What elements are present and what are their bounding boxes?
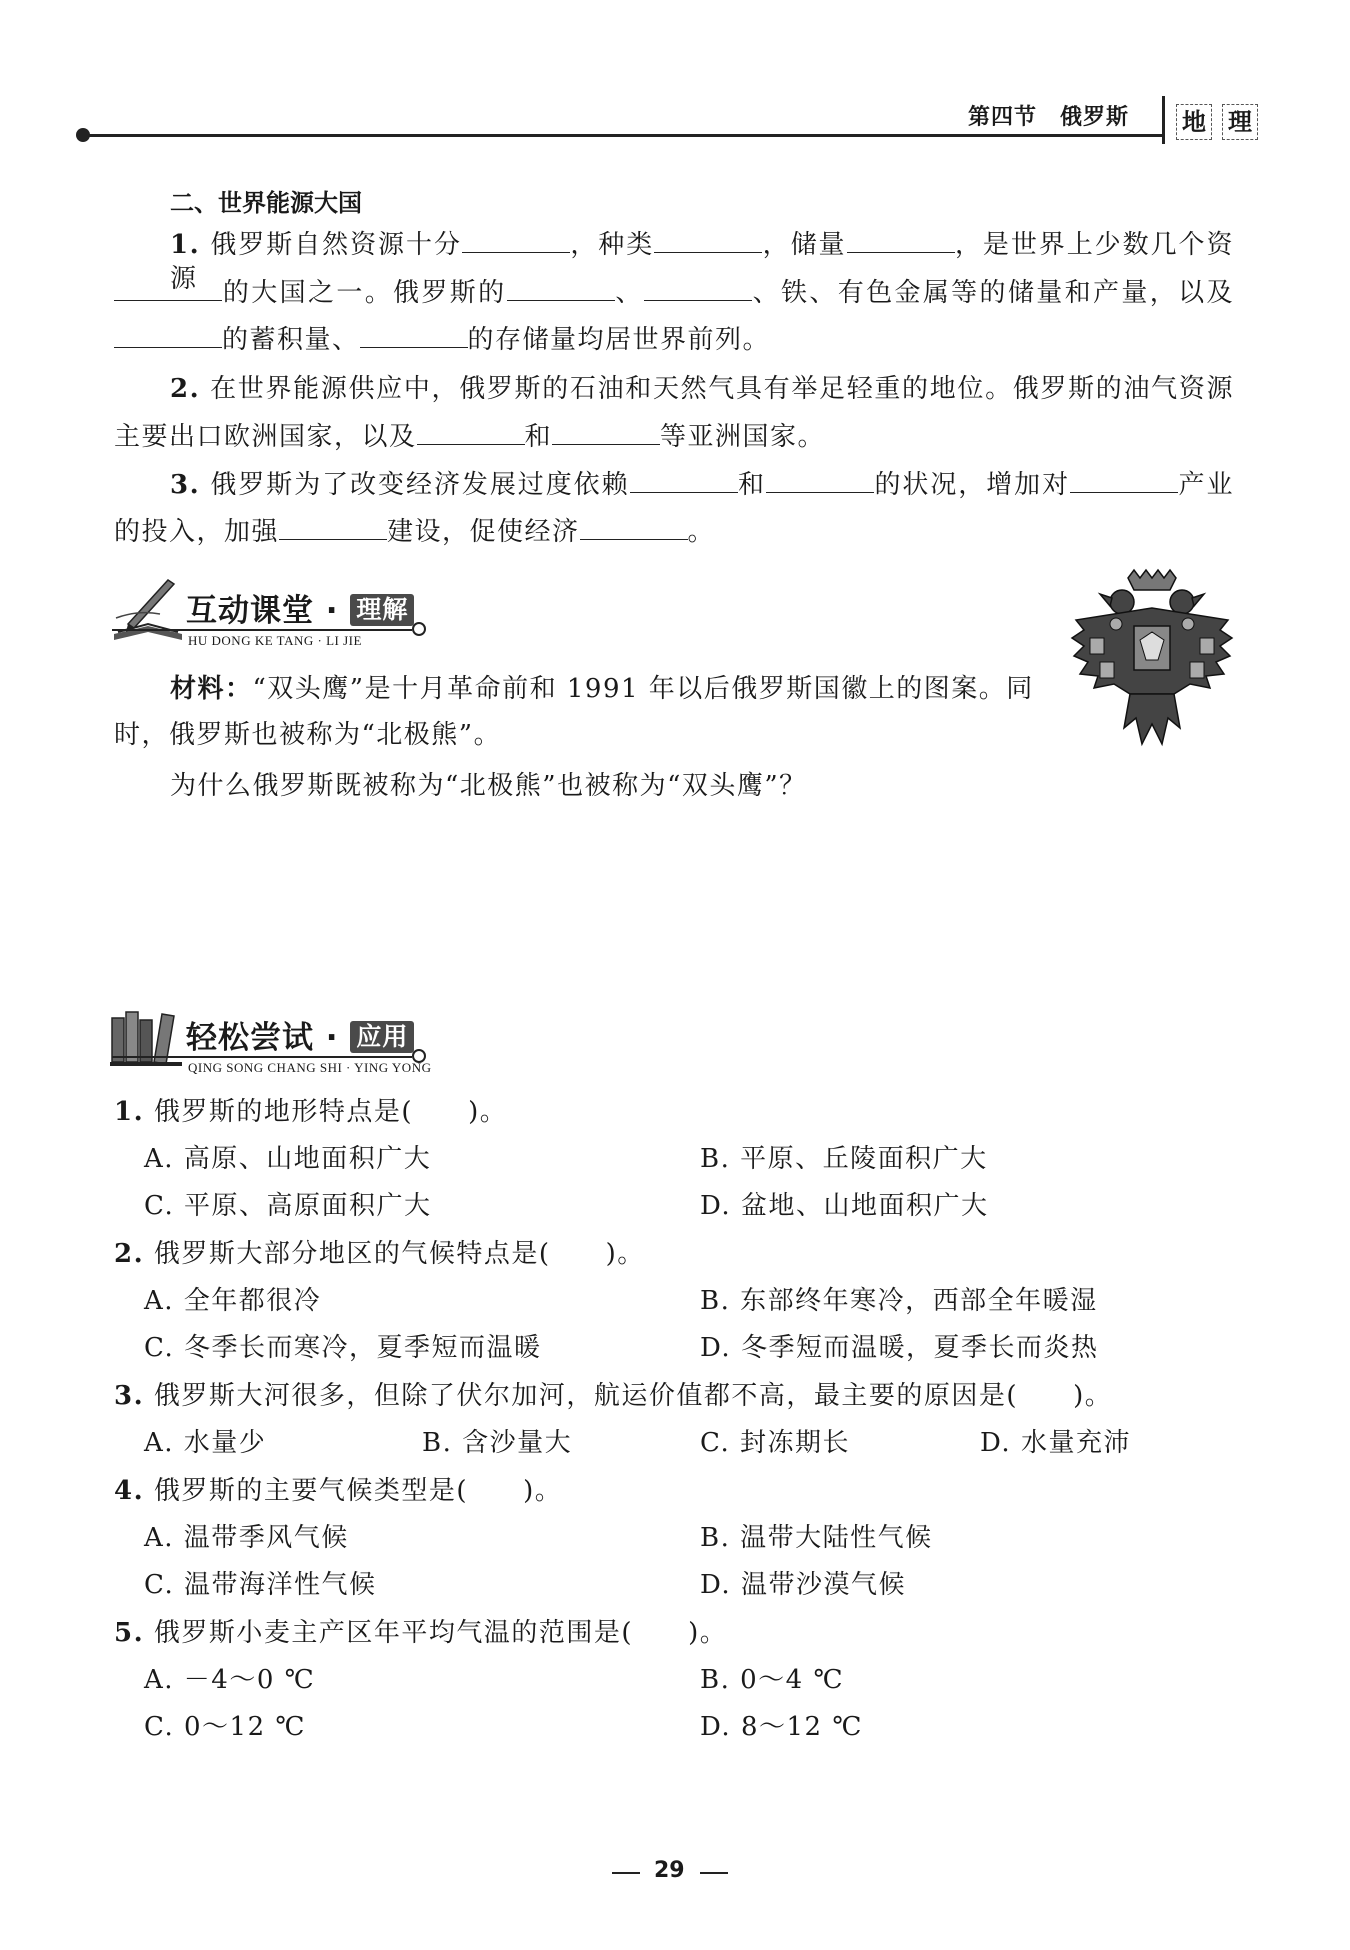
- option-d[interactable]: D. 8～12 ℃: [700, 1712, 863, 1742]
- answer-blank[interactable]: [580, 515, 688, 540]
- answer-blank[interactable]: [847, 228, 955, 253]
- q3-text-e: 的投入，加强: [114, 517, 280, 547]
- option-a[interactable]: A. 全年都很冷: [144, 1286, 322, 1316]
- answer-blank[interactable]: [507, 276, 615, 301]
- q1-text-b: ，种类: [569, 230, 655, 260]
- q1-line-3: [114, 323, 770, 357]
- practice-banner-rule: [112, 1056, 412, 1058]
- answer-blank[interactable]: [279, 515, 387, 540]
- option-c[interactable]: C. 平原、高原面积广大: [144, 1191, 432, 1221]
- pen-book-icon: [108, 574, 186, 644]
- practice-q3: [114, 1379, 1112, 1413]
- q1-text-f: 、: [614, 278, 644, 308]
- q3-text-c: 的状况，增加对: [874, 470, 1071, 500]
- option-b[interactable]: B. 温带大陆性气候: [700, 1523, 933, 1553]
- interactive-tag: 理解: [350, 594, 414, 626]
- answer-blank[interactable]: [766, 468, 874, 493]
- interactive-banner-circle: [412, 622, 426, 636]
- question-number: 4.: [114, 1476, 145, 1506]
- q3-text-b: 和: [737, 470, 766, 500]
- part-title: 二、世界能源大国: [170, 189, 362, 217]
- option-a[interactable]: A. 温带季风气候: [144, 1523, 349, 1553]
- q2-line-1: [170, 372, 1234, 406]
- practice-tag: 应用: [350, 1021, 414, 1053]
- option-d[interactable]: D. 盆地、山地面积广大: [700, 1191, 989, 1221]
- q2-text-b: 主要出口欧洲国家，以及: [114, 422, 417, 452]
- option-c[interactable]: C. 冬季长而寒冷，夏季短而温暖: [144, 1333, 542, 1363]
- option-c[interactable]: C. 温带海洋性气候: [144, 1570, 377, 1600]
- option-d[interactable]: D. 温带沙漠气候: [700, 1570, 906, 1600]
- q1-text-h: 的蓄积量、: [222, 325, 360, 355]
- material-text-1: “双头鹰”是十月革命前和 1991 年以后俄罗斯国徽上的图案。同: [252, 674, 1034, 704]
- header-divider: [1162, 96, 1165, 144]
- question-number: 2.: [114, 1239, 145, 1269]
- books-icon: [108, 1000, 186, 1070]
- interactive-subtitle: HU DONG KE TANG · LI JIE: [188, 633, 362, 648]
- question-stem: 俄罗斯大河很多，但除了伏尔加河，航运价值都不高，最主要的原因是( )。: [153, 1381, 1113, 1411]
- option-a[interactable]: A. 水量少: [144, 1428, 267, 1458]
- q3-text-d: 产业: [1178, 470, 1234, 500]
- discussion-question: 为什么俄罗斯既被称为“北极熊”也被称为“双头鹰”？: [170, 771, 807, 801]
- question-stem: 俄罗斯的主要气候类型是( )。: [153, 1476, 563, 1506]
- section-title: 第四节 俄罗斯: [968, 105, 1130, 130]
- q1-text-i: 的存储量均居世界前列。: [467, 325, 771, 355]
- answer-blank[interactable]: [1070, 468, 1178, 493]
- option-b[interactable]: B. 东部终年寒冷，西部全年暖湿: [700, 1286, 1098, 1316]
- answer-blank[interactable]: [417, 420, 525, 445]
- option-d[interactable]: D. 冬季短而温暖，夏季长而炎热: [700, 1333, 1099, 1363]
- interactive-banner-rule: [112, 629, 412, 631]
- option-c[interactable]: C. 封冻期长: [700, 1428, 850, 1458]
- practice-q1: [114, 1095, 507, 1129]
- question-number: 1.: [114, 1097, 145, 1127]
- q2-line-2: [114, 420, 825, 454]
- interactive-banner-title: [186, 585, 414, 630]
- question-stem: 俄罗斯大部分地区的气候特点是( )。: [153, 1239, 645, 1269]
- option-b[interactable]: B. 0～4 ℃: [700, 1665, 845, 1695]
- answer-blank[interactable]: [654, 228, 762, 253]
- q2-text-c: 和: [524, 422, 553, 452]
- option-a[interactable]: A. －4～0 ℃: [144, 1665, 316, 1695]
- question-number: 3.: [114, 1381, 145, 1411]
- question-stem: 俄罗斯小麦主产区年平均气温的范围是( )。: [153, 1618, 728, 1648]
- q1-text-e: 的大国之一。俄罗斯的: [222, 278, 507, 308]
- q2-number: 2.: [170, 374, 201, 404]
- answer-blank[interactable]: [552, 420, 660, 445]
- material-line-1: [170, 672, 1034, 706]
- header-rule: [82, 134, 1162, 137]
- q1-number: 1.: [170, 230, 201, 260]
- answer-blank[interactable]: [114, 276, 222, 301]
- option-b[interactable]: B. 平原、丘陵面积广大: [700, 1144, 988, 1174]
- subject-char-2: 理: [1222, 104, 1258, 140]
- q2-text-d: 等亚洲国家。: [660, 422, 826, 452]
- q3-number: 3.: [170, 470, 201, 500]
- practice-q4: [114, 1474, 562, 1508]
- option-b[interactable]: B. 含沙量大: [422, 1428, 573, 1458]
- answer-blank[interactable]: [462, 228, 570, 253]
- practice-q2: [114, 1237, 645, 1271]
- practice-q5: [114, 1616, 727, 1650]
- answer-blank[interactable]: [114, 323, 222, 348]
- q3-text-a: 俄罗斯为了改变经济发展过度依赖: [210, 470, 630, 500]
- q3-text-g: 。: [687, 517, 716, 547]
- answer-blank[interactable]: [644, 276, 752, 301]
- interactive-title: 互动课堂 ·: [186, 593, 339, 629]
- q1-line-2: [114, 276, 1234, 310]
- material-line-2: 时，俄罗斯也被称为“北极熊”。: [114, 720, 502, 750]
- answer-blank[interactable]: [630, 468, 738, 493]
- q2-text-a: 在世界能源供应中，俄罗斯的石油和天然气具有举足轻重的地位。俄罗斯的油气资源: [210, 374, 1234, 404]
- material-label: 材料：: [170, 674, 253, 704]
- q1-text-c: ，储量: [762, 230, 847, 260]
- practice-title: 轻松尝试 ·: [186, 1020, 339, 1056]
- q3-line-1: [170, 468, 1234, 502]
- practice-subtitle: QING SONG CHANG SHI · YING YONG: [188, 1060, 432, 1075]
- practice-banner-title: [186, 1012, 414, 1057]
- q3-text-f: 建设，促使经济: [387, 517, 580, 547]
- option-a[interactable]: A. 高原、山地面积广大: [144, 1144, 432, 1174]
- q1-text-d: ，是世界上少数几个资源: [170, 230, 1234, 294]
- subject-char-1: 地: [1176, 104, 1212, 140]
- q3-line-2: [114, 515, 715, 549]
- double-headed-eagle-emblem: [1070, 568, 1234, 758]
- option-c[interactable]: C. 0～12 ℃: [144, 1712, 306, 1742]
- q1-text-a: 俄罗斯自然资源十分: [210, 230, 462, 260]
- option-d[interactable]: D. 水量充沛: [980, 1428, 1131, 1458]
- question-number: 5.: [114, 1618, 145, 1648]
- page-number-dash-right: [700, 1872, 728, 1874]
- page-number-dash-left: [612, 1872, 640, 1874]
- question-stem: 俄罗斯的地形特点是( )。: [153, 1097, 508, 1127]
- page-number: 29: [654, 1858, 685, 1883]
- answer-blank[interactable]: [360, 323, 468, 348]
- q1-text-g: 、铁、有色金属等的储量和产量，以及: [751, 278, 1234, 308]
